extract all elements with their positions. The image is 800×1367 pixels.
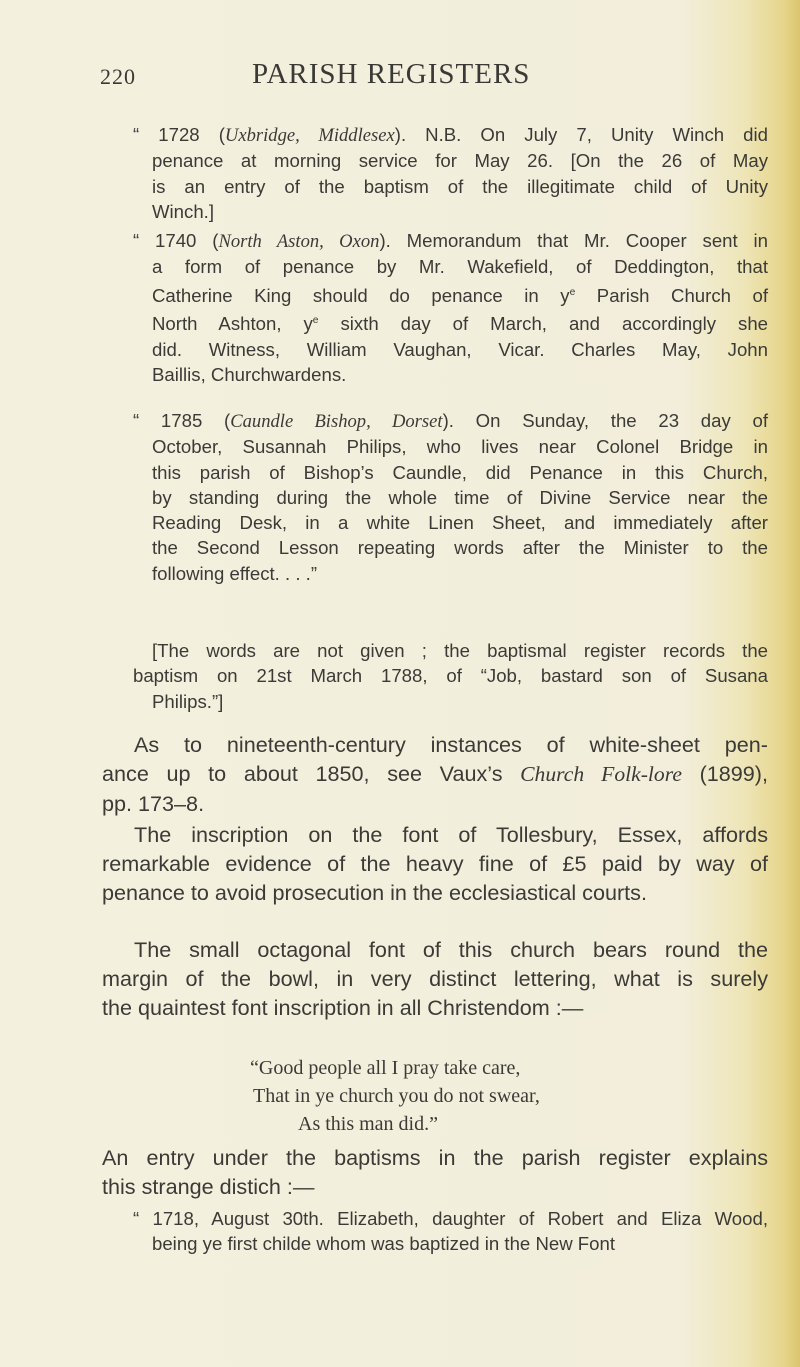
text-run: ). On Sunday, the 23 day of	[442, 410, 768, 431]
text-run: Winch.]	[152, 200, 214, 222]
text-run: [The words are not given ; the baptismal register records the	[152, 640, 768, 661]
text-line	[133, 561, 768, 586]
text-run: by standing during the whole time of Divine Service near the	[152, 486, 768, 508]
text-run: Parish Church of	[575, 284, 768, 306]
text-line	[133, 408, 768, 434]
para-nineteenth-century	[102, 730, 768, 818]
italic-title: North Aston, Oxon	[218, 231, 380, 252]
text-run: penance to avoid prosecution in the ecclesiastical courts.	[102, 880, 647, 905]
text-run: ). N.B. On July 7, Unity Winch did	[394, 124, 768, 145]
superscript: e	[312, 315, 319, 327]
text-run: As this man did.”	[298, 1113, 438, 1135]
text-run: margin of the bowl, in very distinct lettering, what is surely	[102, 966, 768, 991]
entry-1785	[133, 408, 768, 586]
text-run: Reading Desk, in a white Linen Sheet, and immediately after	[152, 512, 768, 534]
text-run: this strange distich :—	[102, 1174, 315, 1199]
text-line	[102, 820, 768, 849]
text-run: The inscription on the font of Tollesbury, Essex, affords	[134, 822, 768, 847]
text-line	[250, 1110, 540, 1138]
text-run: October, Susannah Philips, who lives near Colonel Bridge in	[152, 436, 768, 458]
text-line	[133, 1206, 768, 1231]
text-run: “Good people all I pray take care,	[250, 1057, 521, 1079]
text-line	[133, 460, 768, 485]
text-line	[133, 122, 768, 148]
para-tollesbury	[102, 820, 768, 907]
text-run: sixth day of March, and accordingly she	[318, 313, 768, 335]
text-line	[133, 308, 768, 336]
text-line	[133, 434, 768, 459]
entry-1740	[133, 228, 768, 387]
text-line	[133, 174, 768, 199]
text-run: penance at morning service for May 26. [On the 26 of May	[152, 150, 768, 172]
text-line	[250, 1054, 540, 1082]
text-line	[102, 759, 768, 789]
text-run: “ 1728 (	[133, 124, 225, 145]
text-run: a form of penance by Mr. Wakefield, of Deddington, that	[152, 256, 768, 278]
text-line	[133, 228, 768, 254]
text-line	[102, 993, 768, 1022]
text-line	[133, 535, 768, 560]
italic-title: Church Folk-lore	[520, 762, 682, 786]
para-octagonal-font	[102, 935, 768, 1022]
text-run: the Second Lesson repeating words after the Minister to the	[152, 537, 768, 559]
text-line	[133, 280, 768, 308]
text-run: baptism on 21st March 1788, of “Job, bastard son of Susana	[133, 665, 768, 687]
text-line	[133, 689, 768, 714]
text-run: Catherine King should do penance in y	[152, 284, 570, 306]
text-run: (1899),	[681, 761, 768, 786]
italic-title: Uxbridge, Middlesex	[224, 125, 395, 146]
running-title: PARISH REGISTERS	[252, 58, 531, 90]
text-line	[102, 849, 768, 878]
text-run: Baillis, Churchwardens.	[152, 363, 347, 385]
entry-1728	[133, 122, 768, 224]
text-run: the quaintest font inscription in all Christendom :—	[102, 995, 584, 1020]
text-line	[102, 789, 768, 818]
text-run: That in ye church you do not swear,	[253, 1085, 540, 1107]
text-run: North Ashton, y	[152, 313, 313, 335]
text-line	[133, 1231, 768, 1256]
text-run: “ 1785 (	[133, 410, 231, 431]
text-run: did. Witness, William Vaughan, Vicar. Charles May, John	[152, 338, 768, 360]
text-run: “ 1740 (	[133, 230, 219, 251]
text-run: “ 1718, August 30th. Elizabeth, daughter of Robert and Eliza Wood,	[133, 1208, 768, 1229]
text-run: is an entry of the baptism of the illegitimate child of Unity	[152, 175, 768, 197]
italic-title: Caundle Bishop, Dorset	[230, 411, 443, 432]
text-run: As to nineteenth-century instances of white-sheet pen-	[134, 732, 768, 757]
text-run: ance up to about 1850, see Vaux’s	[102, 761, 521, 786]
text-run: remarkable evidence of the heavy fine of £5 paid by way of	[102, 851, 768, 876]
text-line	[133, 254, 768, 279]
text-line	[133, 485, 768, 510]
text-line	[102, 1172, 768, 1201]
text-line	[133, 510, 768, 535]
text-run: following effect. . . .”	[152, 562, 318, 584]
text-run: The small octagonal font of this church bears round the	[134, 937, 768, 962]
text-line	[133, 362, 768, 387]
para-baptisms	[102, 1143, 768, 1201]
text-line	[133, 337, 768, 362]
text-line	[133, 663, 768, 688]
text-line	[102, 964, 768, 993]
text-line	[250, 1082, 540, 1110]
text-run: ). Memorandum that Mr. Cooper sent in	[379, 230, 768, 251]
text-run: this parish of Bishop’s Caundle, did Penance in this Church,	[152, 461, 768, 483]
page-number: 220	[100, 64, 136, 89]
text-run: An entry under the baptisms in the parish register explains	[102, 1145, 768, 1170]
text-line	[102, 730, 768, 759]
text-run: being ye first childe whom was baptized in the New Font	[152, 1233, 616, 1255]
text-line	[133, 148, 768, 173]
editor-note	[133, 638, 768, 714]
text-run: pp. 173–8.	[102, 791, 205, 816]
entry-1718	[133, 1206, 768, 1257]
text-line	[133, 199, 768, 224]
text-line	[102, 1143, 768, 1172]
poem	[250, 1054, 540, 1138]
text-line	[102, 935, 768, 964]
superscript: e	[569, 286, 576, 298]
text-line	[133, 638, 768, 663]
text-run: Philips.”]	[152, 690, 224, 712]
text-line	[102, 878, 768, 907]
